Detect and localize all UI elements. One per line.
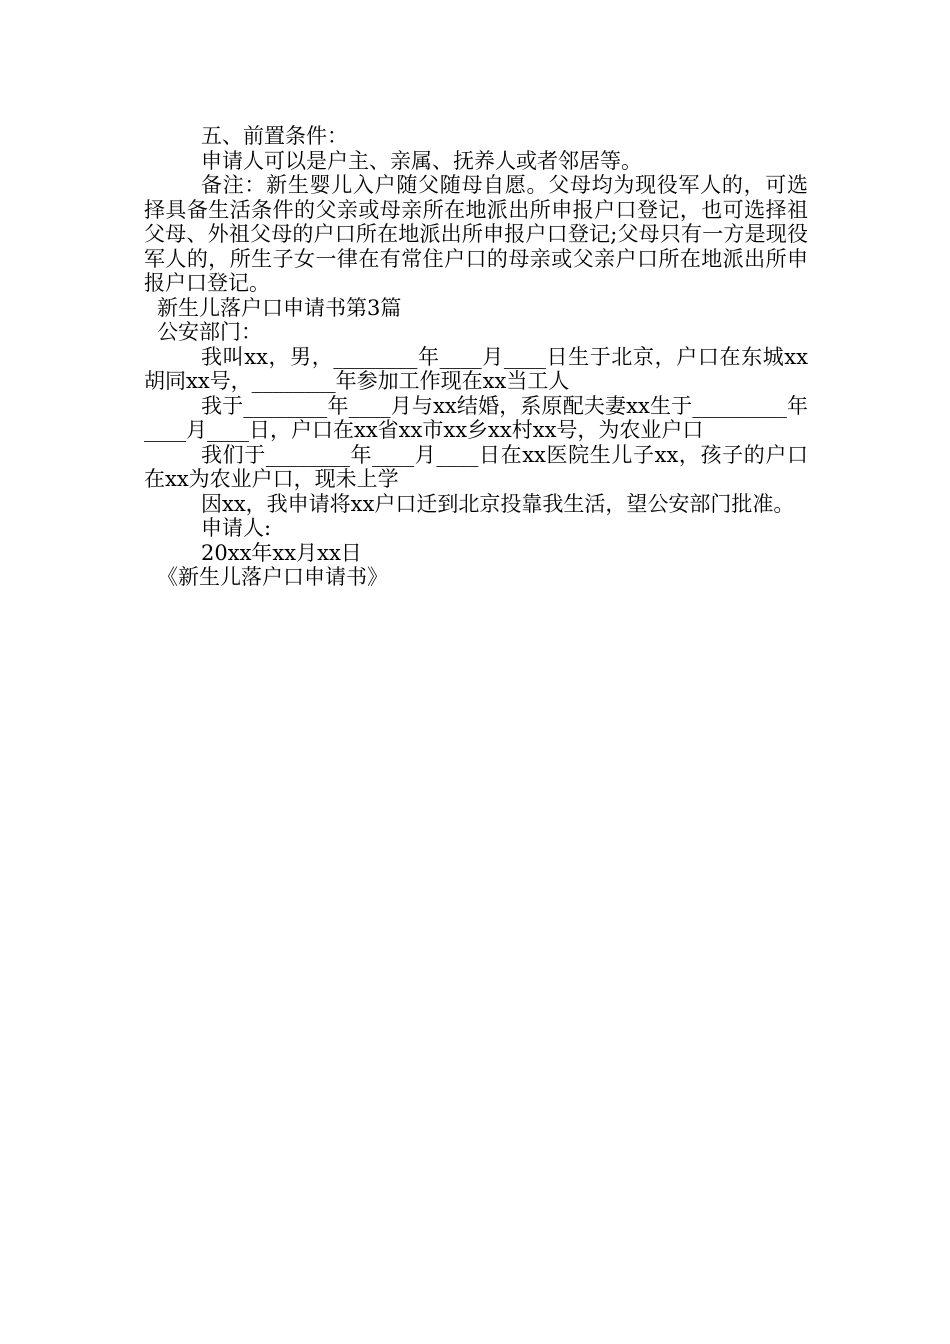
document-footer-title: 《新生儿落户口申请书》 [157,565,388,589]
section-title: 新生儿落户口申请书第3篇 [157,295,402,320]
paragraph-child: 我们于________年____月____日在xx医院生儿子xx，孩子的户口在xx为农业户口，现未上学 [144,442,808,491]
paragraph-request: 因xx，我申请将xx户口迁到北京投靠我生活，望公安部门批准。 [201,491,795,516]
salutation: 公安部门： [157,320,262,344]
document-body [144,124,808,590]
signature-date: 20xx年xx月xx日 [201,540,362,565]
heading-preconditions: 五、前置条件： [201,124,348,148]
paragraph-marriage: 我于________年____月与xx结婚，系原配夫妻xx生于_________年____月____日，户口在xx省xx市xx乡xx村xx号，为农业户口 [144,393,808,442]
paragraph-applicant-eligibility: 申请人可以是户主、亲属、抚养人或者邻居等。 [201,148,642,173]
paragraph-remarks: 备注：新生婴儿入户随父随母自愿。父母均为现役军人的，可选择具备生活条件的父亲或母亲所在地派出所申报户口登记，也可选择祖父母、外祖父母的户口所在地派出所申报户口登记;父母只有一方是现役军人的，所生子女一律在有常住户口的母亲或父亲户口所在地派出所申报户口登记。 [144,173,808,295]
signature-applicant: 申请人: [201,516,272,540]
paragraph-self-introduction: 我叫xx，男，________年____月____日生于北京，户口在东城xx胡同xx号，________年参加工作现在xx当工人 [144,344,808,393]
